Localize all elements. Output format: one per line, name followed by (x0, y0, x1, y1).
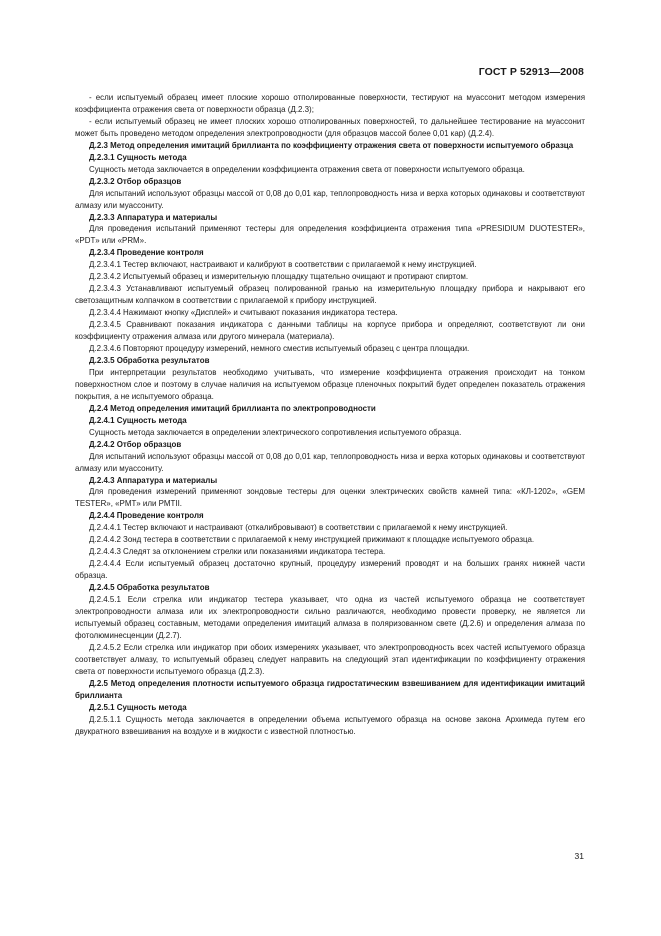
document-header: ГОСТ Р 52913—2008 (478, 66, 584, 78)
paragraph: Д.2.5.1.1 Сущность метода заключается в определении объема испытуемого образца на основе закона Архимеда путем его двукратного взвешивания на воздухе и в жидкости с известной плотностью. (75, 714, 585, 736)
section-heading: Д.2.4.5 Обработка результатов (89, 583, 210, 593)
paragraph: - если испытуемый образец имеет плоские хорошо отполированные поверхности, тестируют на муассонит методом измерения коэффициента отражения света от поверхности образца (Д.2.3); (75, 93, 585, 114)
section-heading: Д.2.5 Метод определения плотности испытуемого образца гидростатическим взвешиванием для идентификации имитаций бриллианта (75, 678, 585, 700)
section-heading: Д.2.3.3 Аппаратура и материалы (89, 212, 218, 222)
paragraph: Сущность метода заключается в определении коэффициента отражения света от поверхности испытуемого образца. (89, 164, 525, 174)
paragraph: Д.2.4.5.1 Если стрелка или индикатор тестера указывает, что одна из частей испытуемого образца не соответствует электропроводности алмаза или их электропроводности сильно различаются, необходимо провести проверку, не является ли испытуемый образец составным, методами определения имитаций алмаза в поляризованном свете (Д.2.6) и определения алмаза по фотолюминесценции (Д.2.7). (75, 595, 585, 640)
section-heading: Д.2.3.1 Сущность метода (89, 152, 187, 162)
paragraph: Д.2.3.4.6 Повторяют процедуру измерений, немного сместив испытуемый образец с центра площадки. (89, 344, 470, 354)
section-heading: Д.2.3.2 Отбор образцов (89, 176, 182, 186)
section-heading: Д.2.3.4 Проведение контроля (89, 248, 204, 258)
paragraph: Для проведения измерений применяют зондовые тестеры для оценки электрических свойств камней типа: «КЛ-1202», «GEM TESTER», «PMT» или PMTII. (75, 487, 585, 509)
paragraph: Сущность метода заключается в определении электрического сопротивления испытуемого образца. (89, 427, 462, 437)
paragraph: Для испытаний используют образцы массой от 0,08 до 0,01 кар, теплопроводность низа и верха которых одинаковы и соответствуют алмазу или муассониту. (75, 188, 585, 210)
section-heading: Д.2.4.2 Отбор образцов (89, 439, 182, 449)
paragraph: Д.2.4.4.2 Зонд тестера в соответствии с прилагаемой к нему инструкцией прижимают к площадке испытуемого образца. (89, 535, 535, 545)
section-heading: Д.2.4.3 Аппаратура и материалы (89, 475, 218, 485)
section-heading: Д.2.3 Метод определения имитаций бриллианта по коэффициенту отражения света от поверхности испытуемого образца (89, 140, 574, 150)
paragraph: Д.2.3.4.5 Сравнивают показания индикатора с данными таблицы на корпусе прибора и определяют, соответствуют ли они коэффициенту отражения алмаза или другого минерала (материала). (75, 320, 585, 342)
paragraph: Для проведения испытаний применяют тестеры для определения коэффициента отражения типа «PRESIDIUM DUOTESTER», «PDT» или «PRM». (75, 224, 585, 246)
paragraph: - если испытуемый образец не имеет плоских хорошо отполированных поверхностей, то дальнейшее тестирование на муассонит может быть проведено методом определения электропроводности (для образцов массой более 0,01 кар) (Д.2.4). (75, 116, 585, 138)
section-heading: Д.2.5.1 Сущность метода (89, 702, 187, 712)
section-heading: Д.2.4.1 Сущность метода (89, 415, 187, 425)
paragraph: Д.2.3.4.4 Нажимают кнопку «Дисплей» и считывают показания индикатора тестера. (89, 308, 398, 318)
paragraph: Д.2.3.4.2 Испытуемый образец и измерительную площадку тщательно очищают и протирают спиртом. (89, 272, 469, 282)
section-heading: Д.2.4.4 Проведение контроля (89, 511, 204, 521)
paragraph: Д.2.4.5.2 Если стрелка или индикатор при обоих измерениях указывает, что электропроводность всех частей испытуемого образца соответствует алмазу, то испытуемый образец следует направить на следующий этап идентификации по коэффициенту отражения света от поверхности испытуемого образца (Д.2.3). (75, 642, 585, 676)
paragraph: Для испытаний используют образцы массой от 0,08 до 0,01 кар, теплопроводность низа и верха которых одинаковы и соответствуют алмазу или муассониту. (75, 451, 585, 473)
paragraph: Д.2.4.4.1 Тестер включают и настраивают (откалибровывают) в соответствии с прилагаемой к нему инструкцией. (89, 523, 508, 533)
paragraph: Д.2.3.4.1 Тестер включают, настраивают и калибруют в соответствии с прилагаемой к нему инструкцией. (89, 260, 477, 270)
section-heading: Д.2.3.5 Обработка результатов (89, 355, 210, 365)
paragraph: Д.2.4.4.4 Если испытуемый образец достаточно крупный, процедуру измерений проводят и на больших гранях нижней части образца. (75, 559, 585, 581)
paragraph: Д.2.3.4.3 Устанавливают испытуемый образец полированной гранью на измерительную площадку прибора и накрывают его светозащитным колпачком в соответствии с прилагаемой к прибору инструкцией. (75, 284, 585, 306)
page-number: 31 (574, 851, 584, 861)
section-heading: Д.2.4 Метод определения имитаций бриллианта по электропроводности (89, 403, 376, 413)
paragraph: Д.2.4.4.3 Следят за отклонением стрелки или показаниями индикатора тестера. (89, 547, 386, 557)
document-body (75, 92, 585, 737)
paragraph: При интерпретации результатов необходимо учитывать, что измерение коэффициента отражения происходит на тонком поверхностном слое и поэтому в случае наличия на испытуемом образце пленочных покрытий будет определен показатель отражения покрытия, а не испытуемого образца. (75, 367, 585, 401)
